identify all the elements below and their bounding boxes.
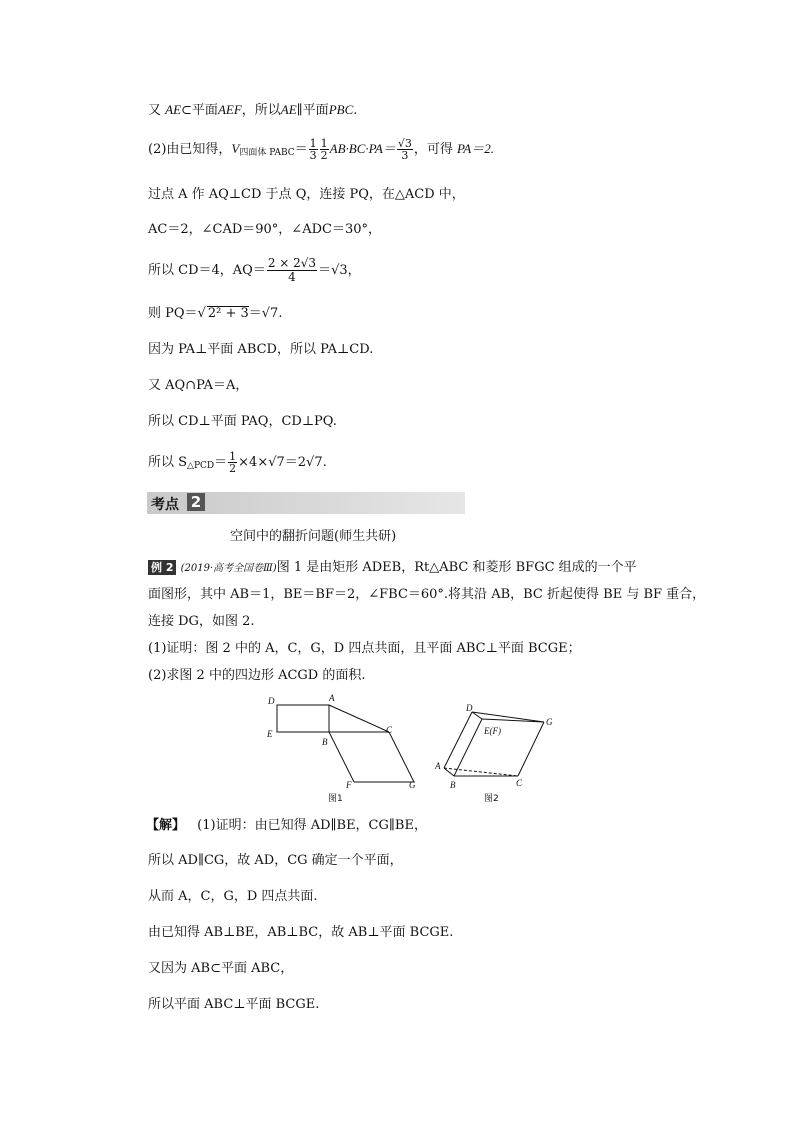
question-1: (1)证明：图 2 中的 A，C，G，D 四点共面，且平面 ABC⊥平面 BCGE； [148,641,581,656]
text: ∥平面 [296,103,329,118]
volume-subscript: 四面体 PABC [239,148,295,158]
text: ⊂平面 [181,103,218,118]
section-header-bar [147,492,465,514]
section-title: 空间中的翻折问题(师生共研) [230,529,397,544]
text: 图 1 是由矩形 ADEB，Rt△ABC 和菱形 BFGC 组成的一个平 [276,560,637,575]
text: 则 PQ＝ [148,306,198,321]
text: ＝ [214,455,228,470]
figure-2 [432,700,562,805]
text: 所以 S [148,455,188,470]
text: ＝√7. [248,306,283,321]
label-e: E [267,729,273,739]
solution-line-intersect: 又 AQ∩PA＝A， [148,378,249,393]
label-ef: E(F) [484,726,501,736]
solution-line-1 [146,816,427,836]
label-a: A [435,761,441,771]
numerator: 2 × 2√3 [267,256,317,270]
label-d: D [268,696,275,706]
solution-line-4: 由已知得 AB⊥BE，AB⊥BC，故 AB⊥平面 BCGE. [148,925,454,940]
numerator: 1 [309,137,317,150]
question-2: (2)求图 2 中的四边形 ACGD 的面积. [148,668,366,683]
solution-line-aq: 过点 A 作 AQ⊥CD 于点 Q，连接 PQ，在△ACD 中， [148,187,465,202]
fraction [228,451,237,474]
denominator: 3 [309,149,317,162]
text: 又 [148,103,166,118]
figure-2-caption: 图2 [484,794,499,804]
figure-1 [262,690,422,805]
text: 所以 CD＝4，AQ＝ [148,263,266,278]
label-a: A [329,693,335,703]
area-subscript: △PCD [187,461,215,471]
text: ，可得 [413,142,458,157]
solution-tag: 【解】 [146,818,186,833]
solution-line-volume [148,138,494,163]
text: AE [165,102,182,117]
example-source: (2019·高考全国卷Ⅲ) [180,563,277,574]
label-g: G [546,717,553,727]
fraction [267,257,317,284]
example-line-2: 面图形，其中 AB＝1，BE＝BF＝2，∠FBC＝60°.将其沿 AB，BC 折起使得 BE 与 BF 重合， [148,587,706,602]
numerator: 1 [229,450,237,463]
label-b: B [450,780,456,790]
example-badge: 例 2 [148,560,176,575]
section-number: 2 [187,493,205,511]
fraction [397,138,413,161]
text: ×4×√7＝2√7. [238,455,327,470]
text: PBC [328,102,354,117]
text: . [353,103,358,118]
figure-1-lines [277,705,414,782]
sqrt-symbol: √ [197,306,206,321]
label-b: B [322,737,328,747]
text: AEF [217,102,242,117]
figure-2-lines [444,712,544,776]
text: AB·BC·PA＝ [329,141,396,156]
volume-symbol: V [231,141,240,156]
label-f: F [346,780,352,790]
numerator: √3 [397,137,412,150]
label-g: G [409,780,416,790]
label-c: C [386,725,393,735]
solution-line-cd-perp: 所以 CD⊥平面 PAQ，CD⊥PQ. [148,414,337,429]
text: AE [280,102,297,117]
radicand: 2² + 3 [207,306,249,321]
solution-line-area [148,451,327,476]
solution-line-ae-parallel [148,100,357,121]
section-label: 考点 [151,497,179,513]
text: ＝√3， [318,263,361,278]
text: ，所以 [241,103,281,118]
solution-line-5: 又因为 AB⊂平面 ABC， [148,961,294,976]
solution-line-6: 所以平面 ABC⊥平面 BCGE. [148,997,320,1012]
figure-1-caption: 图1 [328,794,343,804]
solution-line-2: 所以 AD∥CG，故 AD，CG 确定一个平面， [148,853,403,868]
fraction [320,138,329,161]
text: (2)由已知得， [148,142,232,157]
label-d: D [466,703,473,713]
denominator: 4 [288,270,296,284]
example-line-1 [148,558,637,579]
solution-line-cd-aq [148,257,361,284]
denominator: 2 [320,149,328,162]
fraction [309,138,318,161]
denominator: 2 [229,462,237,475]
solution-line-angles: AC＝2，∠CAD＝90°，∠ADC＝30°， [148,222,381,237]
denominator: 3 [401,149,409,162]
text: PA＝2. [457,141,494,156]
solution-line-3: 从而 A，C，G，D 四点共面. [148,889,318,904]
numerator: 1 [320,137,328,150]
solution-line-pq [148,304,282,324]
text: (1)证明：由已知得 AD∥BE，CG∥BE， [197,818,427,833]
label-c: C [516,778,523,788]
example-line-3: 连接 DG，如图 2. [148,614,255,629]
solution-line-pa-perp: 因为 PA⊥平面 ABCD，所以 PA⊥CD. [148,342,374,357]
text: ＝ [294,142,308,157]
